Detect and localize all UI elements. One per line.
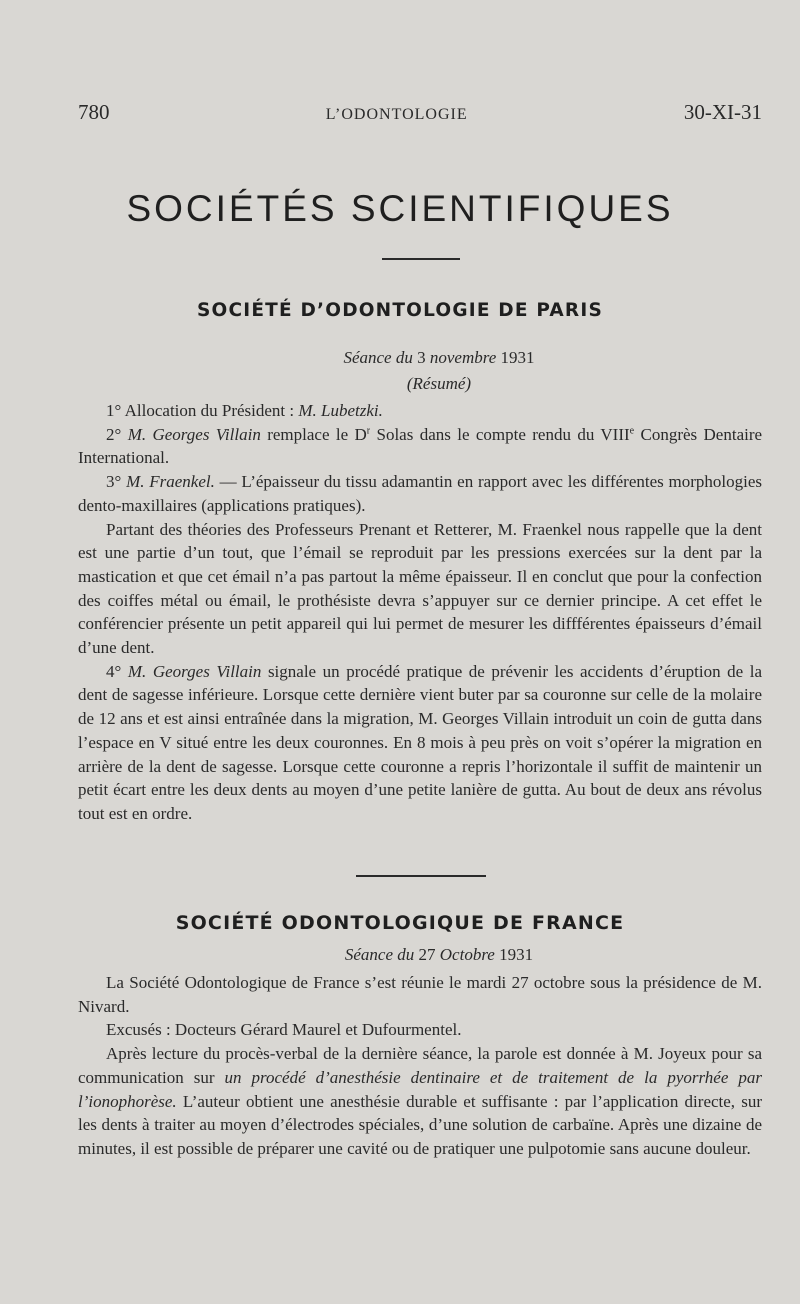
item-number: 3° bbox=[106, 472, 122, 492]
issue-date: 30-XI-31 bbox=[683, 100, 762, 124]
item-number: 2° bbox=[106, 424, 122, 444]
paragraph bbox=[78, 660, 762, 826]
divider-rule bbox=[356, 875, 486, 877]
paragraph-text: — L’épaisseur du tissu adamantin en rapport avec les différentes morphologies dento-maxillaires (applications pratiques). bbox=[78, 472, 763, 515]
item-number: 4° bbox=[106, 661, 122, 681]
item-number: 1° bbox=[106, 401, 122, 420]
paragraph: Excusés : Docteurs Gérard Maurel et Dufourmentel. bbox=[106, 1020, 462, 1040]
seance-year: 1931 bbox=[499, 945, 534, 964]
superscript: e bbox=[629, 425, 635, 437]
person-name: M. Georges Villain bbox=[127, 661, 262, 681]
superscript: r bbox=[366, 425, 371, 437]
seance-day: 27 bbox=[418, 945, 436, 964]
resume-label: (Résumé) bbox=[406, 374, 472, 393]
seance-line bbox=[78, 945, 800, 965]
paragraph bbox=[78, 423, 762, 470]
seance-label: Séance du bbox=[343, 348, 413, 367]
paragraph bbox=[78, 1042, 762, 1161]
person-name: M. Georges Villain bbox=[127, 424, 261, 444]
person-name: M. Fraenkel. bbox=[126, 472, 215, 492]
paragraph bbox=[78, 399, 762, 423]
main-title: SOCIÉTÉS SCIENTIFIQUES bbox=[126, 188, 674, 229]
section-body-paris bbox=[78, 399, 762, 826]
paragraph-text: remplace le D bbox=[267, 424, 367, 444]
paragraph-text: Allocation du Président : bbox=[124, 401, 295, 420]
seance-label: Séance du bbox=[344, 945, 415, 964]
seance-day: 3 bbox=[417, 348, 426, 367]
communication-title: un procédé d’anesthésie dentinaire et de traitement de la pyorrhée par l’ionophorèse. bbox=[78, 1067, 762, 1111]
paragraph-text: L’auteur obtient une anesthésie durable et suffisante : par l’application directe, sur les dents à traiter au moyen d’électrodes spéciales, d’une solution de carbaïne. Après une dizaine de minutes, il est possible de préparer une cavité ou de pratiquer une pulpotomie sans aucune douleur. bbox=[78, 1091, 763, 1158]
seance-line bbox=[78, 348, 800, 368]
seance-year: 1931 bbox=[500, 348, 535, 367]
paragraph: Partant des théories des Professeurs Prenant et Retterer, M. Fraenkel nous rappelle que la dent est une partie d’un tout, que l’émail se reproduit par les pressions exercées sur la dent par la mastication et que cet émail n’a pas partout la même épaisseur. Il en conclut que pour la confection des coiffes métal ou émail, le prothésiste devra s’appuyer sur ce dernier principe. A cet effet le conférencier présente un petit appareil qui lui permet de mesurer les diffférentes épaisseurs d’émail d’une dent. bbox=[78, 519, 762, 658]
journal-name: L’ODONTOLOGIE bbox=[325, 106, 468, 123]
paragraph-text: signale un procédé pratique de prévenir les accidents d’éruption de la dent de sagesse inférieure. Lorsque cette dernière vient buter par sa couronne sur celle de la molaire de 12 ans et est ainsi entraînée dans la migration, M. Georges Villain introduit un coin de gutta dans l’espace en V situé entre les deux couronnes. En 8 mois à peu près on voit s’opérer la migration en arrière de la dent de sagesse. Lorsque cette couronne a repris l’horizontale il suffit de maintenir un petit écart entre les deux dents au moyen d’une petite lanière de gutta. Au bout de deux ans révolus tout est en ordre. bbox=[78, 661, 763, 823]
section-body-france bbox=[78, 971, 762, 1161]
paragraph-text: Congrès Dentaire International. bbox=[78, 424, 763, 468]
page-number: 780 bbox=[78, 100, 110, 124]
paragraph bbox=[78, 470, 762, 517]
divider-rule bbox=[382, 258, 460, 260]
running-head bbox=[78, 100, 762, 125]
section-title-france: SOCIÉTÉ ODONTOLOGIQUE DE FRANCE bbox=[175, 912, 625, 934]
seance-month: Octobre bbox=[439, 945, 495, 964]
paragraph: La Société Odontologique de France s’est réunie le mardi 27 octobre sous la présidence de M. Nivard. bbox=[78, 973, 762, 1016]
paragraph-text: Après lecture du procès-verbal de la dernière séance, la parole est donnée à M. Joyeux pour sa communication sur bbox=[78, 1044, 762, 1087]
section-title-paris: SOCIÉTÉ D’ODONTOLOGIE DE PARIS bbox=[197, 300, 603, 321]
paragraph-text: Solas dans le compte rendu du VIII bbox=[376, 424, 630, 444]
seance-month: novembre bbox=[429, 348, 497, 367]
person-name: M. Lubetzki. bbox=[298, 401, 383, 420]
